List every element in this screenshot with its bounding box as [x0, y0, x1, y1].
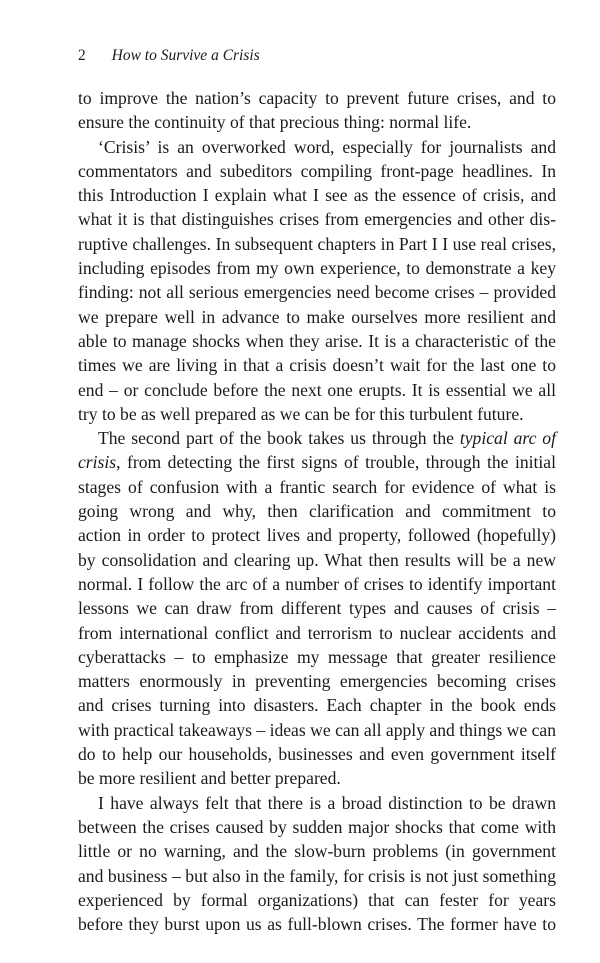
- text-line: end – or conclude before the next one erupts. It is essential we all: [78, 379, 556, 400]
- text-line: this Introduction I explain what I see as the essence of crisis, and: [78, 185, 556, 206]
- text-line: by consolidation and clearing up. What then results will be a new: [78, 549, 556, 570]
- text-line: experienced by formal organizations) that can fester for years: [78, 889, 556, 910]
- text-line: lessons we can draw from different types and causes of crisis –: [78, 598, 556, 619]
- text-line: normal. I follow the arc of a number of crises to identify important: [78, 573, 556, 594]
- text-line: ruptive challenges. In subsequent chapters in Part I I use real crises,: [78, 233, 556, 254]
- text-line: to improve the nation’s capacity to prevent future crises, and to: [78, 88, 556, 108]
- text-line: matters enormously in preventing emergencies becoming crises: [78, 671, 556, 692]
- paragraph-3: [78, 426, 556, 790]
- paragraph-1: [78, 86, 556, 135]
- text-line: between the crises caused by sudden major shocks that come with: [78, 816, 556, 837]
- text-line: and crises turning into disasters. Each chapter in the book ends: [78, 695, 556, 716]
- text-line: able to manage shocks when they arise. It is a characteristic of the: [78, 330, 556, 351]
- text-line: times we are living in that a crisis doesn’t wait for the last one to: [78, 355, 556, 376]
- text-line: commentators and subeditors compiling front-page headlines. In: [78, 160, 556, 181]
- text-line: finding: not all serious emergencies need become crises – provided: [78, 282, 556, 303]
- text-line: with practical takeaways – ideas we can all apply and things we can: [78, 719, 556, 740]
- text-line: crisis, from detecting the first signs of trouble, through the initial: [78, 452, 556, 473]
- text-line: ‘Crisis’ is an overworked word, especially for journalists and: [98, 136, 556, 157]
- paragraph-2: [78, 135, 556, 427]
- italic-phrase: typical arc of: [459, 428, 556, 449]
- text-line: be more resilient and better prepared.: [78, 768, 341, 789]
- paragraph-4: [78, 791, 556, 937]
- body-text: [78, 86, 556, 936]
- text-line: before they burst upon us as full-blown crises. The former have to: [78, 914, 556, 935]
- text-line: going wrong and why, then clarification and commitment to: [78, 501, 556, 522]
- text-line: The second part of the book takes us through the typical arc of: [98, 428, 556, 449]
- page-number: 2: [78, 47, 86, 64]
- text-line: from international conflict and terrorism to nuclear accidents and: [78, 622, 556, 643]
- text-line: I have always felt that there is a broad distinction to be drawn: [98, 792, 556, 813]
- text-line: try to be as well prepared as we can be for this turbulent future.: [78, 403, 524, 424]
- text-line: do to help our households, businesses and even government itself: [78, 744, 556, 765]
- text-line: what it is that distinguishes crises from emergencies and other dis-: [78, 209, 556, 230]
- text-line: including episodes from my own experience, to demonstrate a key: [78, 258, 556, 279]
- text-line: cyberattacks – to emphasize my message that greater resilience: [78, 646, 556, 667]
- text-line: action in order to protect lives and property, followed (hopefully): [78, 525, 556, 546]
- italic-phrase: crisis: [78, 452, 117, 473]
- book-title: How to Survive a Crisis: [111, 47, 260, 64]
- running-header: [78, 46, 260, 66]
- text-line: stages of confusion with a frantic search for evidence of what is: [78, 476, 556, 497]
- text-line: and business – but also in the family, for crisis is not just something: [78, 865, 556, 886]
- text-line: ensure the continuity of that precious thing: normal life.: [78, 112, 472, 133]
- text-line: we prepare well in advance to make ourselves more resilient and: [78, 306, 556, 327]
- text-line: little or no warning, and the slow-burn problems (in government: [78, 841, 556, 862]
